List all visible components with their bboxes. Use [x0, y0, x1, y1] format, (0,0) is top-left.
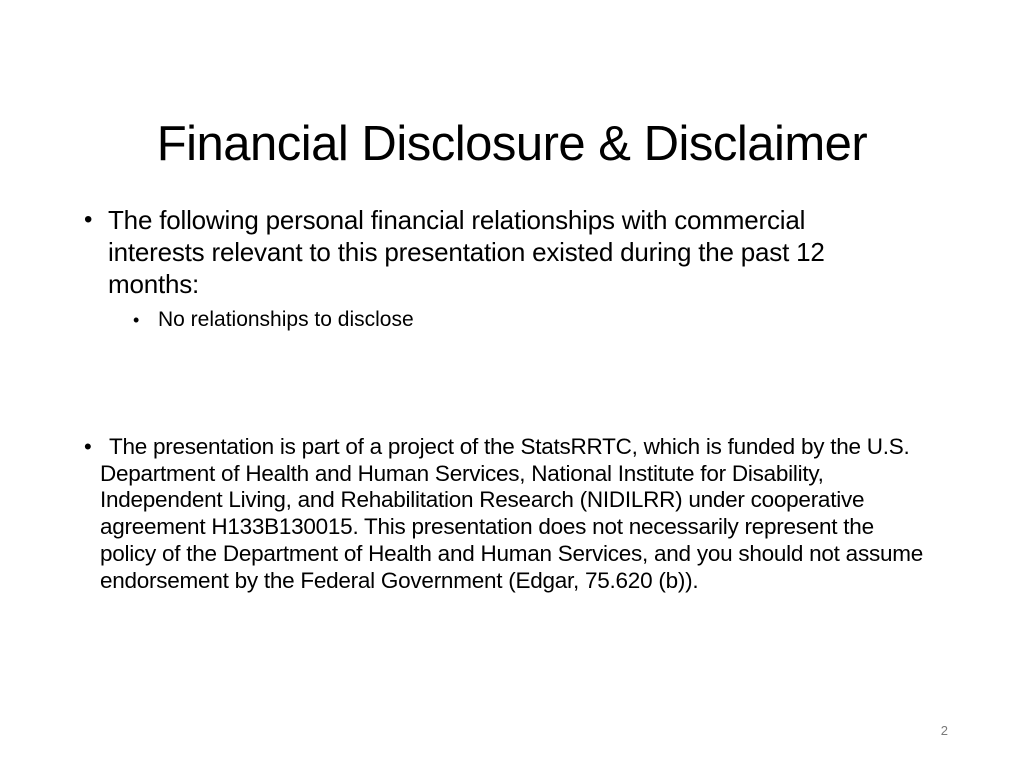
- disclaimer-text: The presentation is part of a project of the StatsRRTC, which is funded by the U.S. Department of Health and Human Services, National Institute for Disability, Independent Living, and Rehabilitation Research (NIDILRR) under cooperative agreement H133B130015. This presentation does not necessarily represent the policy of the Department of Health and Human Services, and you should not assume endorsement by the Federal Government (Edgar, 75.620 (b)).: [100, 434, 923, 593]
- sub-bullet-marker: •: [133, 310, 140, 330]
- no-relationships-text: No relationships to disclose: [158, 308, 414, 331]
- bullet-marker: •: [84, 206, 93, 233]
- bullet-marker: •: [84, 434, 92, 459]
- disclosure-text: The following personal financial relationships with commercial interests relevant to this presentation existed during the past 12 months:: [108, 205, 825, 299]
- slide-page-number: 2: [940, 723, 948, 738]
- slide-title: Financial Disclosure & Disclaimer: [156, 116, 868, 171]
